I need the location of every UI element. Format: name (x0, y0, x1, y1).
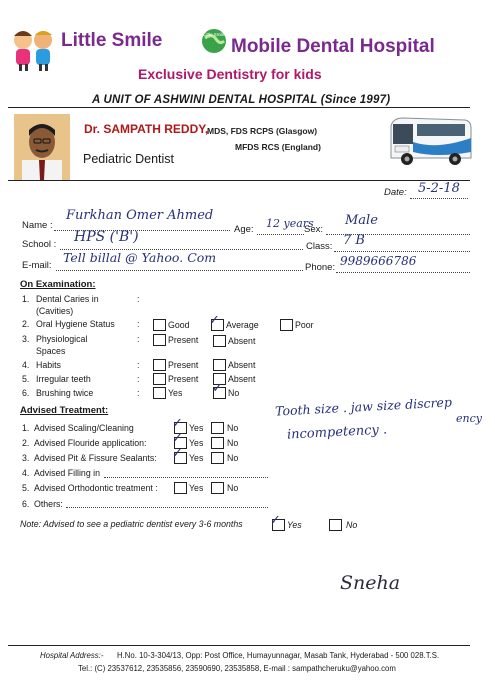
doctor-divider (8, 180, 470, 181)
handwritten-note-1: Tooth size . jaw size discrep (274, 394, 453, 419)
tagline: Exclusive Dentistry for kids (138, 66, 322, 82)
globe-logo-icon (200, 27, 228, 55)
flouride-no-label: No (227, 438, 239, 448)
oral-average-label: Average (226, 320, 259, 330)
treatment-heading: Advised Treatment: (20, 405, 109, 416)
school-value: HPS ('B') (74, 229, 139, 245)
irregular-present-label: Present (168, 374, 199, 384)
sealant-no-checkbox[interactable] (211, 452, 224, 464)
scaling-yes-label: Yes (189, 423, 204, 433)
signature: Sneha (340, 572, 401, 594)
exam-3-label2: Spaces (36, 346, 66, 356)
exam-3-label: Physiological (36, 334, 88, 344)
handwritten-note-2: incompetency . (286, 422, 388, 443)
exam-3-colon: : (137, 334, 140, 344)
ortho-yes-label: Yes (189, 483, 204, 493)
exam-1-label2: (Cavities) (36, 306, 74, 316)
irregular-present-checkbox[interactable] (153, 373, 166, 385)
phone-value: 9989666786 (340, 254, 417, 268)
date-value: 5-2-18 (418, 181, 460, 196)
treat-2-label: Advised Flouride application: (34, 438, 147, 448)
exam-2-label: Oral Hygiene Status (36, 319, 115, 329)
exam-1-label: Dental Caries in (36, 294, 99, 304)
spaces-absent-checkbox[interactable] (213, 335, 226, 347)
age-label: Age: (234, 224, 254, 235)
oral-poor-checkbox[interactable] (280, 319, 293, 331)
treat-1-num: 1. (22, 423, 30, 433)
phone-line (336, 272, 470, 273)
kids-logo (8, 26, 60, 72)
oral-good-checkbox[interactable] (153, 319, 166, 331)
note-yes-label: Yes (287, 520, 302, 530)
exam-2-num: 2. (22, 319, 30, 329)
note-no-label: No (346, 520, 358, 530)
sealant-yes-tick: ✓ (172, 446, 183, 461)
brushing-no-tick: ✓ (212, 381, 223, 396)
treat-6-label: Others: (34, 499, 63, 509)
ortho-yes-checkbox[interactable] (174, 482, 187, 494)
exam-5-colon: : (137, 374, 140, 384)
doctor-degrees-2: MFDS RCS (England) (235, 142, 321, 152)
header-divider (8, 107, 470, 108)
name-value: Furkhan Omer Ahmed (66, 208, 214, 223)
treat-3-label: Advised Pit & Fissure Sealants: (34, 453, 157, 463)
sealant-no-label: No (227, 453, 239, 463)
doctor-degrees-1: MDS, FDS RCPS (Glasgow) (207, 126, 318, 136)
sealant-yes-label: Yes (189, 453, 204, 463)
school-label: School : (22, 239, 57, 250)
hospital-title-right: Mobile Dental Hospital (231, 36, 435, 57)
spaces-present-checkbox[interactable] (153, 334, 166, 346)
svg-text:Little Smile: Little Smile (202, 32, 226, 37)
sex-label: Sex: (304, 224, 324, 235)
phone-label: Phone: (305, 262, 336, 273)
examination-heading: On Examination: (20, 279, 96, 290)
doctor-specialty: Pediatric Dentist (83, 152, 175, 166)
hospital-title-left: Little Smile (61, 30, 163, 51)
treat-4-label: Advised Filling in (34, 468, 101, 478)
treat-5-num: 5. (22, 483, 30, 493)
exam-1-num: 1. (22, 294, 30, 304)
sex-value: Male (345, 213, 378, 228)
habits-absent-checkbox[interactable] (213, 359, 226, 371)
unit-line: A UNIT OF ASHWINI DENTAL HOSPITAL (Since 1997) (92, 94, 391, 106)
footer-address: H.No. 10-3-304/13, Opp: Post Office, Humayunnagar, Masab Tank, Hyderabad - 500 028.T.S. (117, 651, 440, 660)
brushing-yes-label: Yes (168, 388, 183, 398)
flouride-yes-label: Yes (189, 438, 204, 448)
age-line (257, 234, 304, 235)
exam-1-colon: : (137, 294, 140, 304)
exam-4-label: Habits (36, 360, 61, 370)
exam-5-num: 5. (22, 374, 30, 384)
oral-average-tick: ✓ (209, 313, 220, 328)
exam-5-label: Irregular teeth (36, 374, 91, 384)
email-label: E-mail: (22, 260, 52, 271)
scaling-yes-tick: ✓ (172, 416, 183, 431)
filling-line (104, 477, 268, 478)
footer-address-label: Hospital Address:- (40, 651, 104, 660)
exam-3-num: 3. (22, 334, 30, 344)
flouride-yes-tick: ✓ (172, 431, 183, 446)
exam-4-colon: : (137, 360, 140, 370)
class-value: 7 B (343, 233, 365, 248)
treat-3-num: 3. (22, 453, 30, 463)
ortho-no-checkbox[interactable] (211, 482, 224, 494)
treat-4-num: 4. (22, 468, 30, 478)
doctor-photo (14, 114, 70, 180)
class-label: Class: (306, 241, 333, 252)
ortho-no-label: No (227, 483, 239, 493)
habits-present-label: Present (168, 360, 199, 370)
mobile-bus-image (387, 112, 473, 172)
oral-good-label: Good (168, 320, 190, 330)
spaces-present-label: Present (168, 335, 199, 345)
name-label: Name : (22, 220, 53, 231)
scaling-no-checkbox[interactable] (211, 422, 224, 434)
email-value: Tell billal @ Yahoo. Com (63, 250, 217, 265)
spaces-absent-label: Absent (228, 336, 256, 346)
footer-contact: Tel.: (C) 23537612, 23535856, 23590690, 23535858, E-mail : sampathcheruku@yahoo.com (78, 664, 396, 673)
treat-5-label: Advised Orthodontic treatment : (34, 483, 158, 493)
treat-2-num: 2. (22, 438, 30, 448)
scaling-no-label: No (227, 423, 239, 433)
brushing-yes-checkbox[interactable] (153, 387, 166, 399)
age-value: 12 years (266, 217, 314, 230)
treat-6-num: 6. (22, 499, 30, 509)
habits-present-checkbox[interactable] (153, 359, 166, 371)
handwritten-note-3: ency (456, 412, 482, 425)
treat-1-label: Advised Scaling/Cleaning (34, 423, 134, 433)
email-line (56, 270, 303, 271)
note-no-checkbox[interactable] (329, 519, 342, 531)
flouride-no-checkbox[interactable] (211, 437, 224, 449)
others-line (66, 507, 268, 508)
note-text: Note: Advised to see a pediatric dentist every 3-6 months (20, 519, 243, 529)
date-label: Date: (384, 187, 407, 198)
class-line (334, 251, 470, 252)
brushing-no-label: No (228, 388, 240, 398)
oral-poor-label: Poor (295, 320, 314, 330)
doctor-name: Dr. SAMPATH REDDY, (84, 122, 209, 136)
exam-6-colon: : (137, 388, 140, 398)
exam-6-num: 6. (22, 388, 30, 398)
footer-divider (8, 645, 470, 646)
habits-absent-label: Absent (228, 360, 256, 370)
note-yes-tick: ✓ (270, 513, 281, 528)
exam-2-colon: : (137, 319, 140, 329)
exam-4-num: 4. (22, 360, 30, 370)
date-line (410, 198, 468, 199)
exam-6-label: Brushing twice (36, 388, 94, 398)
irregular-absent-label: Absent (228, 374, 256, 384)
